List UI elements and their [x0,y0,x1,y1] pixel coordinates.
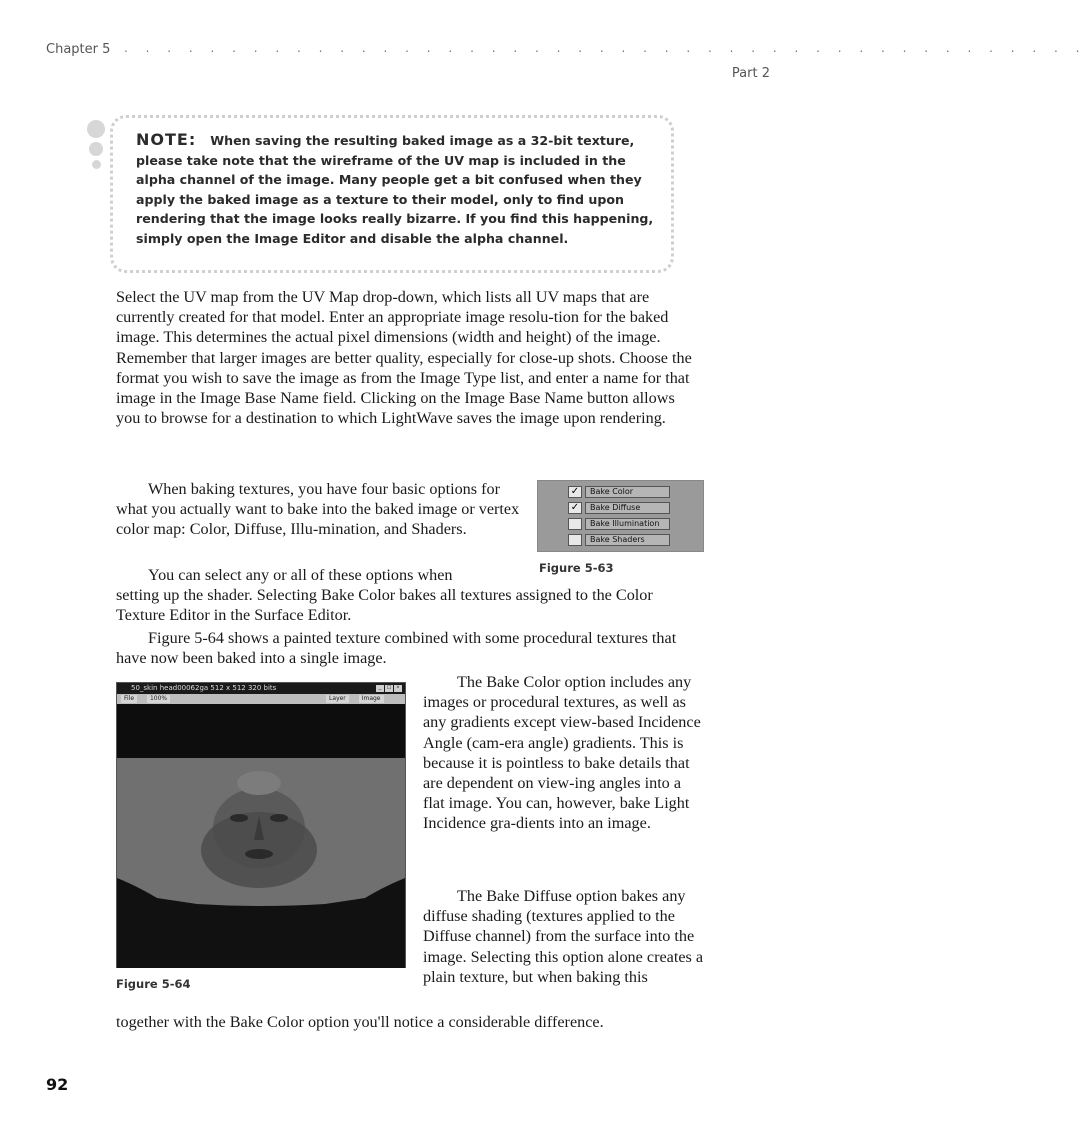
window-controls [376,685,402,692]
baked-face-texture-image [117,758,405,968]
bake-diffuse-option[interactable] [568,501,670,514]
paragraph-bake-options: When baking textures, you have four basic options for what you actually want to bake into the baked image or vertex color map: Color, Diffuse, Illu-mination, and Shaders. [116,480,520,539]
figure-5-64-baked-texture-window [116,682,406,968]
bake-diffuse-label: Bake Diffuse [585,502,670,514]
close-icon[interactable]: × [394,685,402,692]
note-text: When saving the resulting baked image as a 32-bit texture, please take note that the wireframe of the UV map is included in the alpha channel of the image. Many people get a bit confused when they apply the baked image as a texture to their model, only to find upon rendering that the image looks really bizarre. If you find this happening, simply open the Image Editor and disable the alpha channel. [136,133,654,246]
paragraph-figure-reference: Figure 5-64 shows a painted texture combined with some procedural textures that have now been baked into a single image. [116,629,677,668]
paragraph-bake-diffuse-end: together with the Bake Color option you'll notice a considerable difference. [116,1013,604,1031]
figure-5-64-caption: Figure 5-64 [116,977,191,991]
part-label: Part 2 [731,66,770,81]
paragraph-bake-color: The Bake Color option includes any images or procedural textures, as well as any gradients except view-based Incidence Angle (cam-era angle) gradients. This is because it is pointless to bake details that are dependent on view-ing angles into a flat image. You can, however, bake Light Incidence gra-dients into an image. [423,673,701,833]
minimize-icon[interactable]: _ [376,685,384,692]
bake-color-label: Bake Color [585,486,670,498]
layer-select[interactable]: Layer [326,695,349,703]
bake-illumination-option[interactable] [568,517,670,530]
image-select[interactable]: Image [359,695,384,703]
note-text-block [136,130,664,249]
paragraph-select-options-start: You can select any or all of these options when [148,566,453,584]
bake-illumination-label: Bake Illumination [585,518,670,530]
figure-5-63-caption: Figure 5-63 [539,561,614,575]
chapter-label: Chapter 5 [46,42,111,57]
file-menu[interactable]: File [121,695,137,703]
paragraph-uv-map: Select the UV map from the UV Map drop-down, which lists all UV maps that are currently created for that model. Enter an appropriate image resolu-tion for the baked image. This determines the actual pixel dimensions (width and height) of the image. Remember that larger images are better quality, especially for close-up shots. Choose the format you wish to save the image as from the Image Type list, and enter a name for that image in the Image Base Name field. Clicking on the Image Base Name button allows you to browse for a destination to which LightWave saves the image upon rendering. [116,288,692,428]
figure-5-63-bake-options-panel [537,480,704,552]
image-window-title: 50_skin head00062ga 512 x 512 320 bits [117,683,405,694]
image-window-toolbar [117,694,405,704]
bake-shaders-option[interactable] [568,533,670,546]
image-top-dark-region [117,704,405,758]
note-bullet-icon [84,120,108,180]
bake-illumination-checkbox[interactable] [568,518,582,530]
note-label: NOTE: [136,130,197,149]
bake-color-option[interactable] [568,485,670,498]
maximize-icon[interactable]: □ [385,685,393,692]
bake-color-checkbox[interactable]: ✓ [568,486,582,498]
bake-diffuse-checkbox[interactable]: ✓ [568,502,582,514]
paragraph-select-options-end: setting up the shader. Selecting Bake Color bakes all textures assigned to the Color Texture Editor in the Surface Editor. [116,586,653,625]
paragraph-bake-diffuse: The Bake Diffuse option bakes any diffuse shading (textures applied to the Diffuse channel) from the surface into the image. Selecting this option alone creates a plain texture, but when baking this [423,887,704,986]
page-number: 92 [46,1075,69,1094]
header-dot-leader: . . . . . . . . . . . . . . . . . . . . . . . . . . . . . . . . . . . . . . . . . . . . . [124,41,1087,55]
bake-shaders-label: Bake Shaders [585,534,670,546]
bake-shaders-checkbox[interactable] [568,534,582,546]
zoom-select[interactable]: 100% [147,695,170,703]
